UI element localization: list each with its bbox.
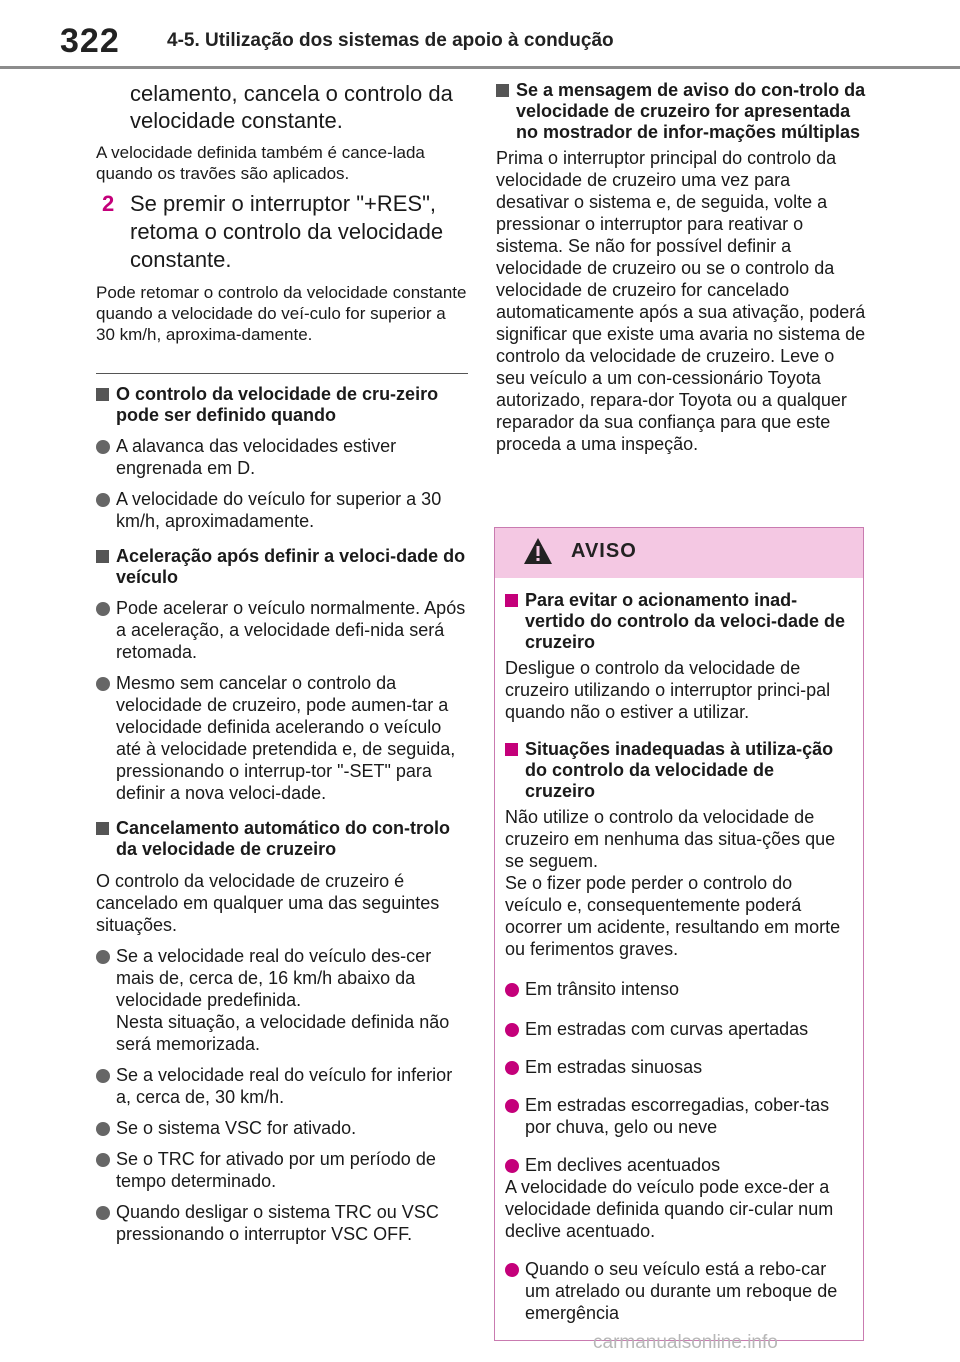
circle-bullet-icon <box>505 1263 519 1277</box>
list-item <box>96 1148 468 1192</box>
circle-bullet-icon <box>96 950 110 964</box>
step-continuation: celamento, cancela o controlo da velocidade constante. <box>130 81 453 133</box>
warning-subheading <box>505 739 849 802</box>
warning-body <box>495 578 863 1340</box>
square-bullet-icon <box>496 84 509 97</box>
paragraph: A velocidade do veículo pode exce-der a velocidade definida quando cir-cular num declive acentuado. <box>505 1177 834 1241</box>
circle-bullet-icon <box>505 1099 519 1113</box>
list-item-text: Se a velocidade real do veículo des-cer mais de, cerca de, 16 km/h abaixo da velocidade predefinida. <box>116 946 432 1010</box>
watermark: carmanualsonline.info <box>593 1332 778 1353</box>
section-heading-text: O controlo da velocidade de cru-zeiro pode ser definido quando <box>116 384 439 425</box>
paragraph: O controlo da velocidade de cruzeiro é cancelado em qualquer uma das seguintes situações. <box>96 871 440 935</box>
square-bullet-icon <box>96 822 109 835</box>
section-title: 4-5. Utilização dos sistemas de apoio à condução <box>167 30 614 51</box>
list-item <box>96 597 468 663</box>
right-column <box>496 80 868 455</box>
list-item-text: Nesta situação, a velocidade definida não será memorizada. <box>116 1012 450 1054</box>
step-2-text: Se premir o interruptor "+RES", retoma o controlo da velocidade constante. <box>130 191 444 272</box>
list-item <box>505 1056 849 1078</box>
warning-header <box>495 528 863 578</box>
divider <box>96 373 468 374</box>
list-item-text: Quando o seu veículo está a rebo-car um atrelado ou durante um reboque de emergência <box>525 1259 838 1323</box>
warning-triangle-icon <box>522 536 554 571</box>
list-item <box>96 1117 468 1139</box>
list-item-text: Em estradas sinuosas <box>525 1057 703 1077</box>
list-item <box>96 488 468 532</box>
list-item-text: Se a velocidade real do veículo for inferior a, cerca de, 30 km/h. <box>116 1065 453 1107</box>
circle-bullet-icon <box>505 1159 519 1173</box>
warning-box <box>494 527 864 1341</box>
section-heading-text: Se a mensagem de aviso do con-trolo da velocidade de cruzeiro for apresentada no mostrador de infor-mações múltiplas <box>516 80 866 142</box>
section-heading-text: Aceleração após definir a veloci-dade do veículo <box>116 546 466 587</box>
square-bullet-icon <box>96 550 109 563</box>
circle-bullet-icon <box>96 493 110 507</box>
circle-bullet-icon <box>96 1069 110 1083</box>
circle-bullet-icon <box>96 440 110 454</box>
paragraph: Se o fizer pode perder o controlo do veículo e, consequentemente poderá ocorrer um acidente, resultando em morte ou ferimentos graves. <box>505 873 841 959</box>
list-item <box>505 978 849 1000</box>
section-heading <box>496 80 868 143</box>
list-item <box>96 1064 468 1108</box>
list-item <box>96 435 468 479</box>
warning-subheading <box>505 590 849 653</box>
list-item-text: A velocidade do veículo for superior a 30 km/h, aproximadamente. <box>116 489 442 531</box>
square-bullet-icon <box>505 594 518 607</box>
square-bullet-icon <box>505 743 518 756</box>
list-item <box>96 672 468 804</box>
section-heading <box>96 818 468 860</box>
step-2 <box>96 190 468 274</box>
warning-subheading-text: Para evitar o acionamento inad-vertido do controlo da veloci-dade de cruzeiro <box>525 590 846 652</box>
list-item-text: Em estradas escorregadias, cober-tas por chuva, gelo ou neve <box>525 1095 830 1137</box>
circle-bullet-icon <box>96 602 110 616</box>
paragraph: Desligue o controlo da velocidade de cruzeiro utilizando o interruptor princi-pal quando não o estiver a utilizar. <box>505 658 831 722</box>
circle-bullet-icon <box>505 1023 519 1037</box>
square-bullet-icon <box>96 388 109 401</box>
page-number: 322 <box>60 22 120 60</box>
list-item <box>505 1094 849 1138</box>
section-heading-text: Cancelamento automático do con-trolo da velocidade de cruzeiro <box>116 818 451 859</box>
paragraph: Não utilize o controlo da velocidade de cruzeiro em nenhuma das situa-ções que se seguem. <box>505 807 836 871</box>
warning-title: AVISO <box>571 540 637 562</box>
list-item-text: Pode acelerar o veículo normalmente. Após a aceleração, a velocidade defi-nida será retomada. <box>116 598 466 662</box>
note-brakes: A velocidade definida também é cance-lada quando os travões são aplicados. <box>96 143 425 183</box>
warning-subheading-text: Situações inadequadas à utiliza-ção do controlo da velocidade de cruzeiro <box>525 739 834 801</box>
list-item-text: Se o TRC for ativado por um período de tempo determinado. <box>116 1149 436 1191</box>
list-item-text: Em estradas com curvas apertadas <box>525 1019 809 1039</box>
circle-bullet-icon <box>96 677 110 691</box>
list-item-text: Mesmo sem cancelar o controlo da velocidade de cruzeiro, pode aumen-tar a velocidade definida acelerando o veículo até à velocidade pretendida e, de seguida, pressionando o interrup-tor "-SET" para definir a nova veloci-dade. <box>116 673 456 803</box>
page-header <box>0 0 960 70</box>
list-item <box>505 1018 849 1040</box>
list-item <box>96 945 468 1055</box>
list-item <box>505 1258 849 1324</box>
circle-bullet-icon <box>96 1153 110 1167</box>
list-item <box>505 1154 849 1176</box>
list-item-text: Se o sistema VSC for ativado. <box>116 1118 357 1138</box>
circle-bullet-icon <box>96 1206 110 1220</box>
list-item <box>96 1201 468 1245</box>
list-item-text: Em trânsito intenso <box>525 979 680 999</box>
circle-bullet-icon <box>505 983 519 997</box>
header-rule <box>0 66 960 69</box>
left-column <box>96 80 468 1245</box>
note-resume: Pode retomar o controlo da velocidade constante quando a velocidade do veí-culo for superior a 30 km/h, aproxima-damente. <box>96 283 467 344</box>
circle-bullet-icon <box>96 1122 110 1136</box>
circle-bullet-icon <box>505 1061 519 1075</box>
step-number: 2 <box>102 191 115 216</box>
paragraph: Prima o interruptor principal do controlo da velocidade de cruzeiro uma vez para desativar o sistema e, de seguida, volte a pressionar o interruptor para reativar o sistema. Se não for possível definir a velocidade de cruzeiro ou se o controlo da velocidade de cruzeiro for cancelado automaticamente após a sua ativação, poderá significar que existe uma avaria no sistema de controlo da velocidade de cruzeiro. Leve o seu veículo a um con-cessionário Toyota autorizado, repara-dor Toyota ou a qualquer reparador da sua confiança para que este proceda a uma inspeção. <box>496 148 866 454</box>
list-item-text: Em declives acentuados <box>525 1155 721 1175</box>
section-heading <box>96 546 468 588</box>
list-item-text: Quando desligar o sistema TRC ou VSC pressionando o interruptor VSC OFF. <box>116 1202 439 1244</box>
list-item-text: A alavanca das velocidades estiver engrenada em D. <box>116 436 397 478</box>
section-heading <box>96 384 468 426</box>
